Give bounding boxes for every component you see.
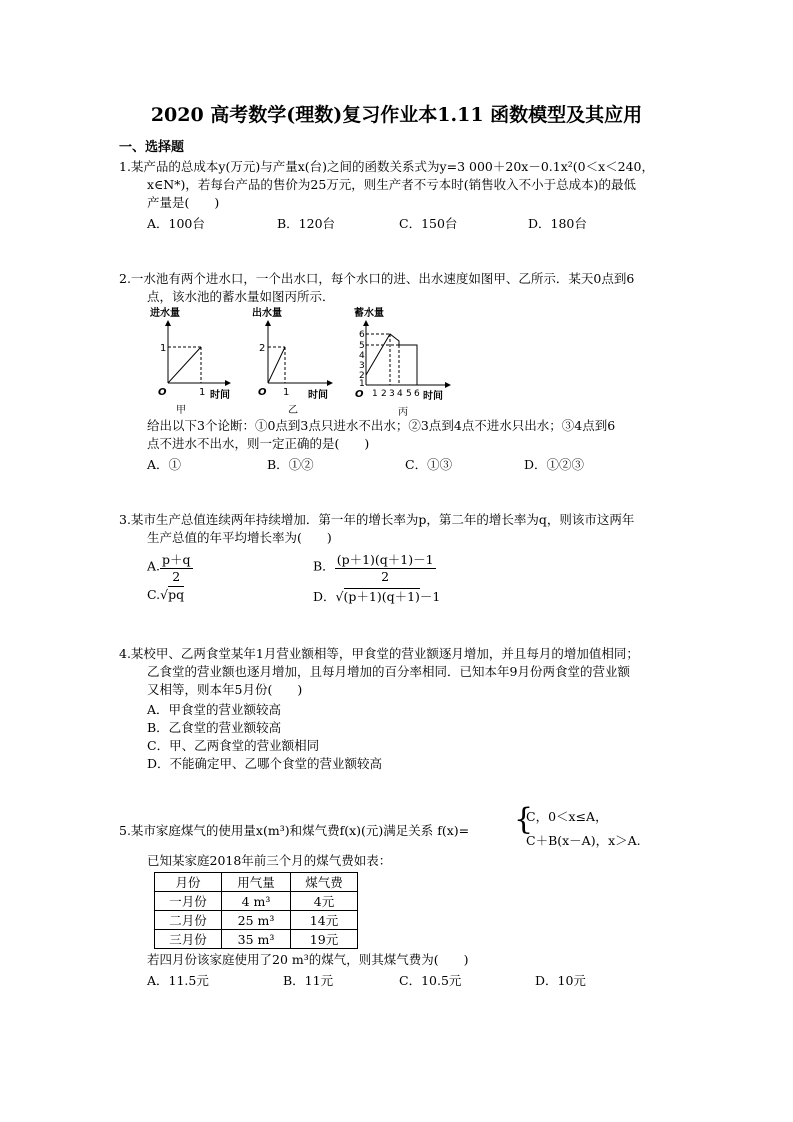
table-cell: 二月份: [155, 911, 222, 930]
graph-storage-xtick-1: 1: [372, 389, 378, 399]
graph-outflow: [250, 305, 340, 415]
graph-storage-ytick-2: 2: [359, 371, 365, 381]
q2-line4: 点不进水不出水，则一定正确的是( ): [147, 436, 370, 451]
q1-line3: 产量是( ): [147, 195, 220, 210]
q3-option-b-numerator: (p＋1)(q＋1)－1: [336, 552, 434, 567]
q3-option-c: [147, 587, 184, 602]
q1-option-a: A．100台: [147, 216, 205, 231]
table-header-cell: 煤气费: [291, 873, 358, 892]
q1-line1: 1.某产品的总成本y(万元)与产量x(台)之间的函数关系式为y=3 000＋20x－0.1x²(0＜x＜240，: [119, 159, 654, 174]
graph-storage-ytick-3: 3: [359, 361, 365, 371]
graph-storage-ytick-1: 1: [359, 379, 365, 389]
graph-storage-xtick-5: 5: [406, 389, 412, 399]
q2-option-a: A．①: [147, 457, 182, 472]
q3-option-a-numerator: p＋q: [162, 552, 191, 567]
q3-line2: 生产总值的年平均增长率为( ): [147, 530, 332, 545]
q3-option-d: [313, 587, 440, 605]
graph-storage: [350, 305, 460, 417]
q5-option-d: D．10元: [535, 973, 586, 988]
graph-storage-xtick-3: 3: [389, 389, 395, 399]
q5-line2: 已知某家庭2018年前三个月的煤气费如表：: [147, 853, 392, 868]
q1-option-b: B．120台: [277, 216, 336, 231]
q3-option-b-denominator: 2: [381, 569, 390, 584]
section-heading: 一、选择题: [119, 140, 185, 155]
graph-storage-ytick-4: 4: [359, 351, 365, 361]
graph-outflow-xlabel: 时间: [308, 390, 328, 401]
graph-storage-xtick-6: 6: [414, 389, 420, 399]
table-cell: 35 m³: [222, 930, 291, 949]
graph-outflow-ytick: 2: [259, 343, 266, 354]
graph-storage-xtick-2: 2: [381, 389, 387, 399]
q4-option-c: C．甲、乙两食堂的营业额相同: [147, 738, 320, 753]
q4-option-a: A．甲食堂的营业额较高: [147, 702, 282, 717]
graph-outflow-origin: O: [258, 387, 267, 398]
gas-fee-table: [154, 872, 358, 949]
table-header-cell: 用气量: [222, 873, 291, 892]
table-cell: 19元: [291, 930, 358, 949]
q3-option-c-radicand: pq: [168, 587, 185, 602]
q3-option-a-label: A.: [147, 558, 161, 574]
graph-storage-ytick-5: 5: [359, 341, 365, 351]
q2-option-d: D．①②③: [524, 457, 585, 472]
table-header-row: [155, 873, 358, 892]
q2-line1: 2.一水池有两个进水口，一个出水口，每个水口的进、出水速度如图甲、乙所示．某天0点到6: [119, 271, 635, 286]
graph-storage-caption: 丙: [398, 407, 408, 417]
graph-outflow-xtick: 1: [283, 387, 290, 398]
q1-option-d: D．180台: [528, 216, 587, 231]
table-cell: 三月份: [155, 930, 222, 949]
q5-case2: C＋B(x－A)，x＞A.: [526, 833, 641, 848]
table-cell: 4 m³: [222, 892, 291, 911]
q3-option-a: [147, 550, 193, 584]
graph-storage-xlabel: 时间: [423, 391, 443, 402]
q2-option-b: B．①②: [267, 457, 314, 472]
table-row: [155, 892, 358, 911]
q3-option-a-denominator: 2: [172, 569, 181, 584]
q3-line1: 3.某市生产总值连续两年持续增加．第一年的增长率为p，第二年的增长率为q，则该市这两年: [119, 512, 635, 527]
q5-line1: 5.某市家庭煤气的使用量x(m³)和煤气费f(x)(元)满足关系 f(x)=: [119, 823, 470, 838]
q2-line3: 给出以下3个论断：①0点到3点只进水不出水；②3点到4点不进水只出水；③4点到6: [147, 418, 616, 433]
q3-option-d-tail: －1: [419, 589, 441, 604]
brace-icon: {: [514, 802, 534, 837]
q3-option-b: [313, 550, 436, 584]
graph-storage-origin: O: [355, 389, 364, 400]
q5-case1: C，0＜x≤A，: [526, 809, 608, 824]
table-cell: 14元: [291, 911, 358, 930]
q3-option-d-radicand: (p＋1)(q＋1): [343, 589, 420, 604]
q1-line2: x∈N*)，若每台产品的售价为25万元，则生产者不亏本时(销售收入不小于总成本)的最低: [147, 177, 637, 192]
table-cell: 25 m³: [222, 911, 291, 930]
table-header-cell: 月份: [155, 873, 222, 892]
graph-inflow-ytick: 1: [160, 343, 167, 354]
graph-inflow-xtick: 1: [199, 387, 206, 398]
sqrt-icon: √: [335, 589, 344, 604]
q1-option-c: C．150台: [399, 216, 458, 231]
table-cell: 4元: [291, 892, 358, 911]
graph-outflow-caption: 乙: [288, 405, 298, 415]
q3-option-d-label: D．: [313, 589, 336, 604]
q4-line2: 乙食堂的营业额也逐月增加，且每月增加的百分率相同．已知本年9月份两食堂的营业额: [147, 664, 630, 679]
q5-option-b: B．11元: [283, 973, 334, 988]
graph-inflow-caption: 甲: [176, 405, 186, 415]
graph-outflow-ylabel: 出水量: [252, 308, 282, 319]
q2-option-c: C．①③: [405, 457, 453, 472]
table-row: [155, 911, 358, 930]
q3-option-b-label: B．: [313, 558, 335, 574]
q4-option-b: B．乙食堂的营业额较高: [147, 720, 282, 735]
q4-option-d: D．不能确定甲、乙哪个食堂的营业额较高: [147, 756, 383, 771]
graph-storage-ytick-6: 6: [359, 330, 365, 340]
graph-storage-xtick-4: 4: [397, 389, 403, 399]
graph-inflow-ylabel: 进水量: [150, 308, 180, 319]
q4-line1: 4.某校甲、乙两食堂某年1月营业额相等，甲食堂的营业额逐月增加，并且每月的增加值相同；: [119, 646, 639, 661]
q5-line3: 若四月份该家庭使用了20 m³的煤气，则其煤气费为( ): [147, 952, 469, 967]
graph-inflow: [148, 305, 238, 415]
q4-line3: 又相等，则本年5月份( ): [147, 682, 303, 697]
table-cell: 一月份: [155, 892, 222, 911]
table-row: [155, 930, 358, 949]
q5-option-a: A．11.5元: [147, 973, 209, 988]
q3-option-c-label: C.: [147, 587, 161, 602]
graph-inflow-origin: O: [158, 387, 167, 398]
graph-inflow-xlabel: 时间: [210, 390, 230, 401]
page-title: 2020 高考数学(理数)复习作业本1.11 函数模型及其应用: [150, 104, 643, 126]
sqrt-icon: √: [160, 587, 169, 602]
q2-line2: 点，该水池的蓄水量如图丙所示．: [147, 289, 335, 304]
graph-storage-ylabel: 蓄水量: [354, 308, 384, 319]
q5-option-c: C．10.5元: [399, 973, 462, 988]
